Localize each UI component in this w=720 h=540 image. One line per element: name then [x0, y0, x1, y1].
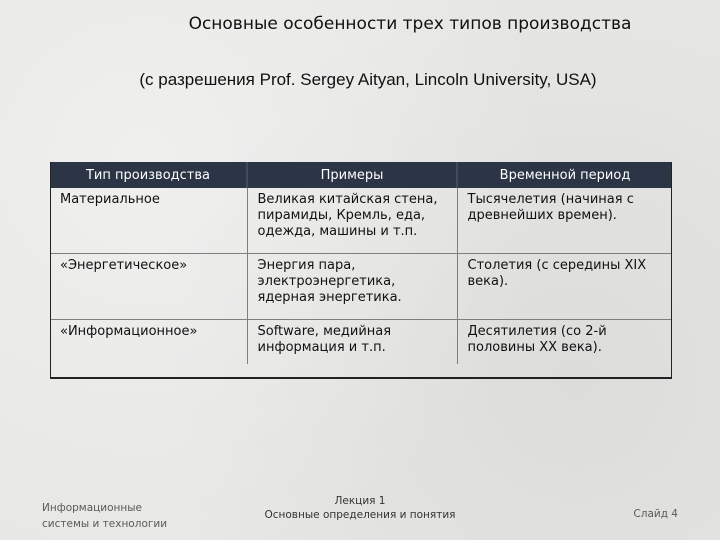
slide-subtitle: (с разрешения Prof. Sergey Aityan, Lincoln University, USA): [139, 70, 597, 89]
cell-type: «Информационное»: [50, 320, 247, 365]
footer-lecture: [236, 494, 484, 522]
header-examples: Примеры: [247, 162, 457, 188]
slide-number: Слайд 4: [633, 508, 678, 520]
table-row: [50, 188, 672, 254]
slide-title: Основные особенности трех типов производства: [188, 14, 632, 34]
cell-type: Материальное: [60, 192, 160, 207]
cell-period: Десятилетия (со 2-й половины XX века).: [457, 320, 672, 365]
cell-type: «Энергетическое»: [50, 254, 247, 320]
footer-course-line2: системы и технологии: [42, 518, 168, 530]
production-types-table: [50, 162, 672, 364]
cell-period: Тысячелетия (начиная с древнейших времен).: [457, 188, 672, 254]
header-production-type: Тип производства: [50, 162, 247, 188]
footer-lecture-topic: Основные определения и понятия: [264, 509, 456, 521]
cell-examples: Энергия пара, электроэнергетика, ядерная энергетика.: [247, 254, 457, 320]
table-row: [50, 320, 672, 365]
cell-examples: Великая китайская стена, пирамиды, Кремль, еда, одежда, машины и т.п.: [247, 188, 457, 254]
table-header-row: [50, 162, 672, 188]
footer-course-line1: Информационные: [42, 502, 143, 514]
cell-period: Столетия (с середины XIX века).: [457, 254, 672, 320]
header-time-period: Временной период: [457, 162, 672, 188]
table-row: [50, 254, 672, 320]
cell-examples: Software, медийная информация и т.п.: [247, 320, 457, 365]
footer-lecture-number: Лекция 1: [334, 495, 386, 507]
footer-course: [42, 500, 202, 532]
